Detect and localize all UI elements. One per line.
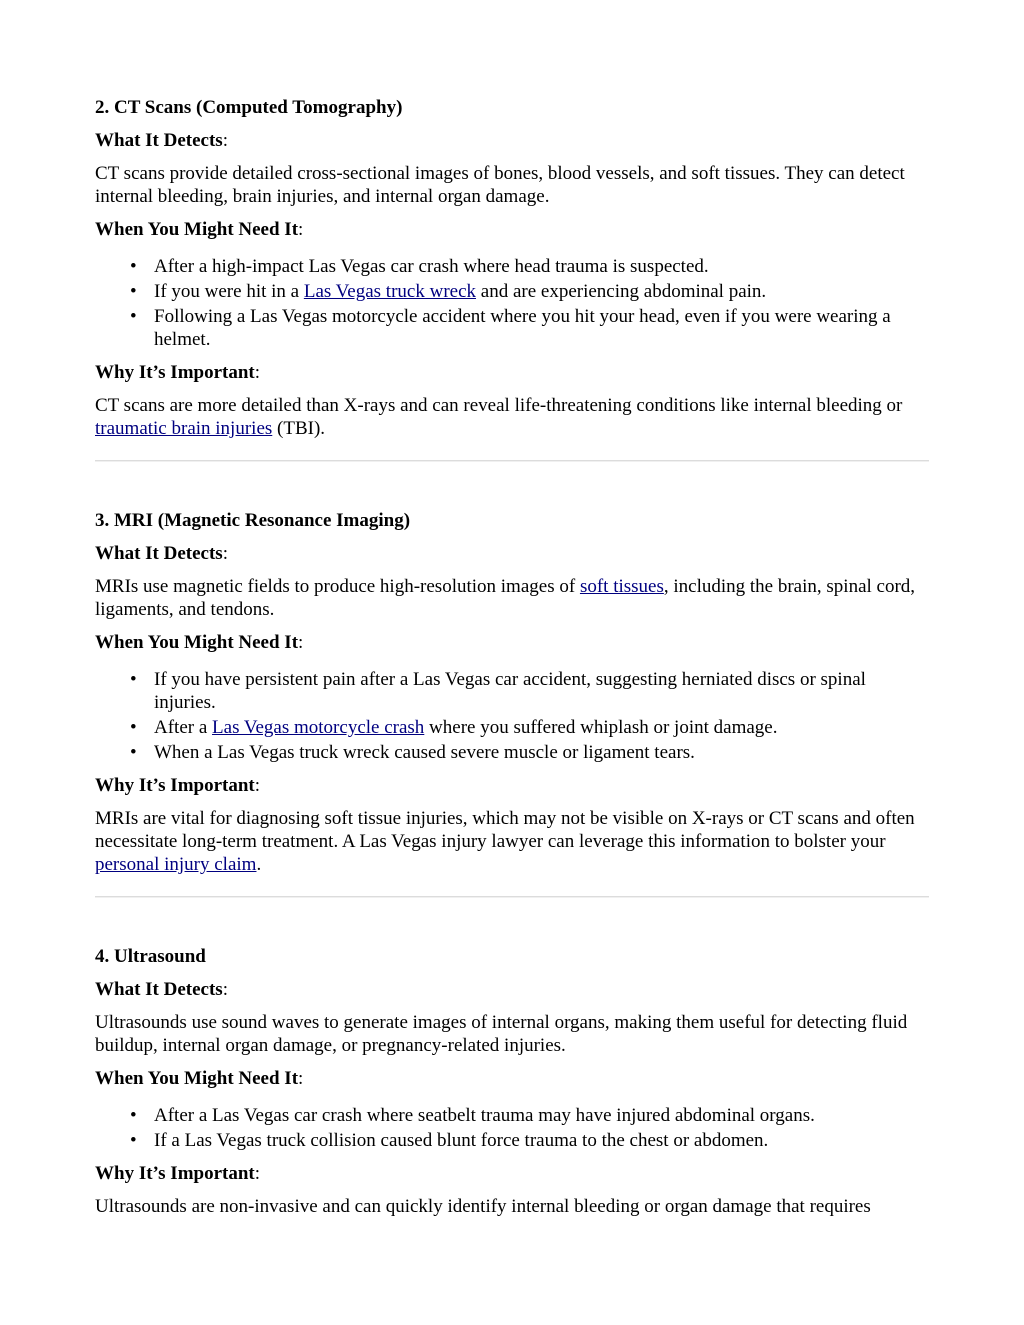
list-item: • When a Las Vegas truck wreck caused severe muscle or ligament tears. (154, 741, 929, 764)
colon: : (254, 775, 261, 796)
subheading-label: What It Detects (95, 130, 223, 151)
subheading-label: When You Might Need It (95, 632, 299, 653)
paragraph-text: CT scans are more detailed than X-rays and can reveal life-threatening conditions like internal bleeding or (95, 395, 903, 416)
when-you-might-need-it-heading (95, 631, 929, 654)
list-item: • If you have persistent pain after a Las Vegas car accident, suggesting herniated discs or spinal injuries. (154, 668, 929, 714)
list-item: • After a high-impact Las Vegas car crash where head trauma is suspected. (154, 255, 929, 278)
paragraph-text: . (256, 854, 262, 875)
list-item-text: where you suffered whiplash or joint damage. (424, 717, 778, 738)
paragraph-text: , including the brain, spinal cord, ligaments, and tendons. (95, 576, 916, 620)
soft-tissues-link[interactable]: soft tissues (579, 576, 664, 597)
subheading-label: What It Detects (95, 979, 223, 1000)
detects-paragraph: CT scans provide detailed cross-sectional images of bones, blood vessels, and soft tissues. They can detect internal bleeding, brain injuries, and internal organ damage. (95, 163, 905, 207)
subheading-label: Why It’s Important (95, 775, 255, 796)
colon: : (298, 219, 304, 240)
personal-injury-claim-link[interactable]: personal injury claim (95, 854, 257, 875)
list-item: • If a Las Vegas truck collision caused blunt force trauma to the chest or abdomen. (154, 1129, 929, 1152)
section-title: 4. Ultrasound (95, 946, 206, 967)
list-item: • After a Las Vegas car crash where seatbelt trauma may have injured abdominal organs. (154, 1104, 929, 1127)
subheading-label: Why It’s Important (95, 362, 255, 383)
section-title: 3. MRI (Magnetic Resonance Imaging) (95, 510, 411, 531)
las-vegas-truck-wreck-link[interactable]: Las Vegas truck wreck (303, 281, 477, 302)
subheading-label: When You Might Need It (95, 219, 299, 240)
section-divider (95, 896, 929, 898)
list-item (154, 280, 929, 303)
why-its-important-heading (95, 1162, 929, 1185)
when-you-might-need-it-heading (95, 218, 929, 241)
colon: : (254, 362, 261, 383)
section-title: 2. CT Scans (Computed Tomography) (95, 97, 403, 118)
list-item (154, 716, 929, 739)
colon: : (222, 543, 228, 564)
las-vegas-motorcycle-crash-link[interactable]: Las Vegas motorcycle crash (212, 717, 425, 738)
colon: : (222, 979, 228, 1000)
list-item-text: After a (154, 717, 213, 738)
important-paragraph: Ultrasounds are non-invasive and can quickly identify internal bleeding or organ damage that requires (95, 1196, 871, 1217)
bullet-list (95, 1100, 929, 1152)
when-you-might-need-it-heading (95, 1067, 929, 1090)
section-ct-scans (95, 96, 929, 440)
paragraph-text: MRIs are vital for diagnosing soft tissue injuries, which may not be visible on X-rays or CT scans and often necessitate long-term treatment. A Las Vegas injury lawyer can leverage this information to bolster your (95, 808, 915, 852)
important-paragraph (95, 807, 929, 876)
detects-paragraph (95, 575, 929, 621)
section-mri (95, 509, 929, 876)
list-item-text: If you were hit in a (154, 281, 304, 302)
traumatic-brain-injuries-link[interactable]: traumatic brain injuries (95, 418, 273, 439)
bullet-list (95, 251, 929, 351)
why-its-important-heading (95, 361, 929, 384)
colon: : (298, 632, 304, 653)
subheading-label: What It Detects (95, 543, 223, 564)
list-item-text: and are experiencing abdominal pain. (476, 281, 767, 302)
subheading-label: When You Might Need It (95, 1068, 299, 1089)
what-it-detects-heading (95, 978, 929, 1001)
colon: : (222, 130, 228, 151)
colon: : (298, 1068, 304, 1089)
subheading-label: Why It’s Important (95, 1163, 255, 1184)
colon: : (254, 1163, 261, 1184)
list-item: • Following a Las Vegas motorcycle accident where you hit your head, even if you were wearing a helmet. (154, 305, 929, 351)
section-ultrasound (95, 945, 929, 1218)
what-it-detects-heading (95, 129, 929, 152)
what-it-detects-heading (95, 542, 929, 565)
detects-paragraph: Ultrasounds use sound waves to generate images of internal organs, making them useful for detecting fluid buildup, internal organ damage, or pregnancy-related injuries. (95, 1012, 908, 1056)
section-divider (95, 460, 929, 462)
important-paragraph (95, 394, 929, 440)
paragraph-text: MRIs use magnetic fields to produce high-resolution images of (95, 576, 580, 597)
paragraph-text: (TBI). (272, 418, 326, 439)
why-its-important-heading (95, 774, 929, 797)
bullet-list (95, 664, 929, 764)
